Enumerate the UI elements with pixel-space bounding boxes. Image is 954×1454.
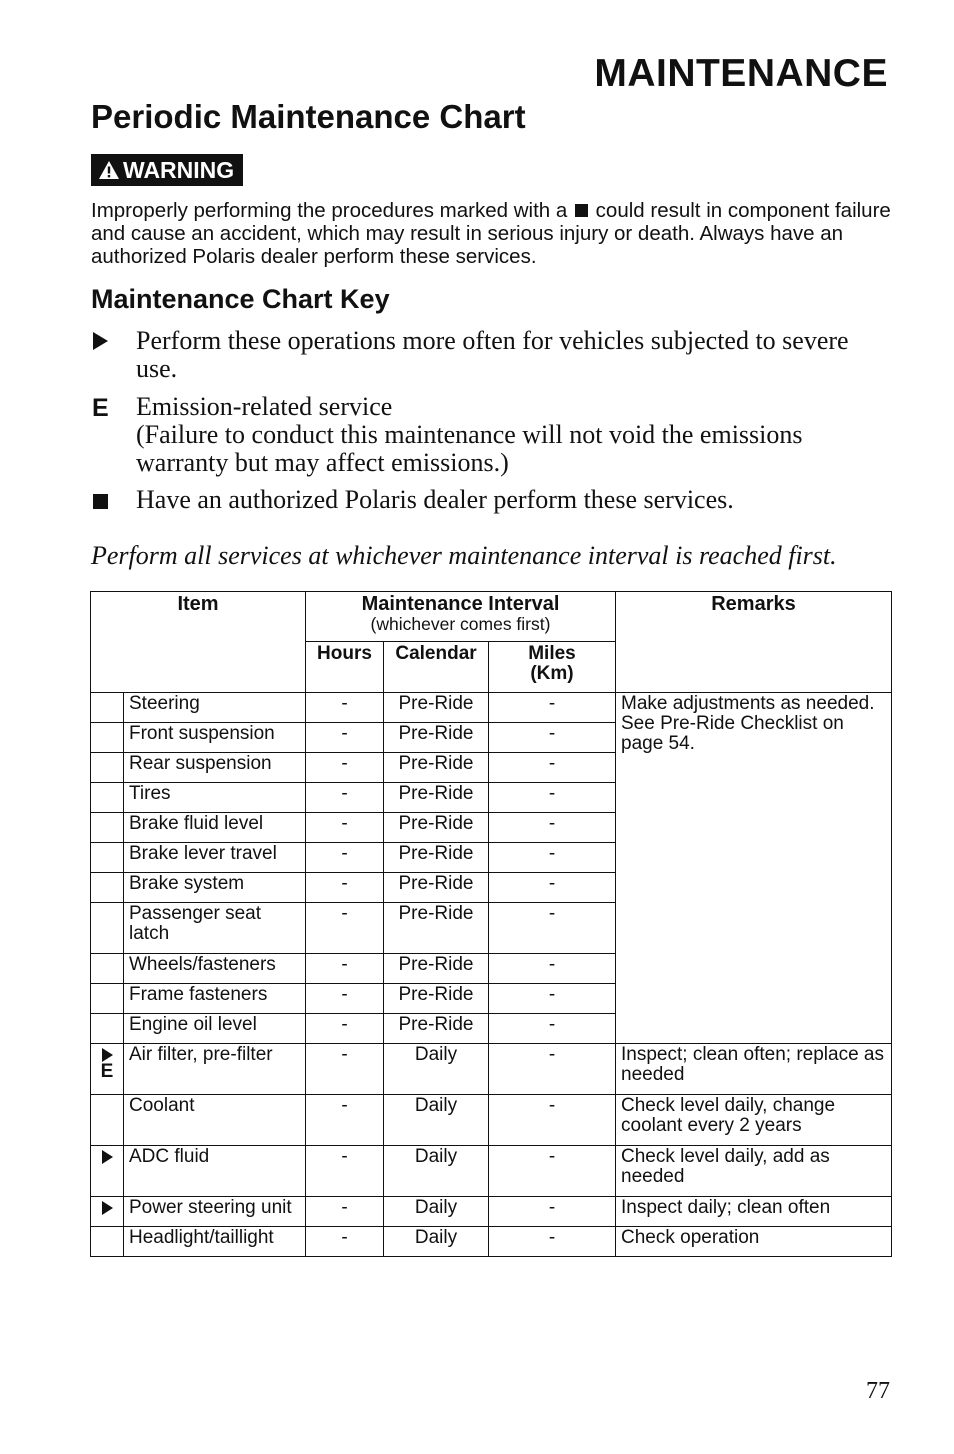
miles-cell: - [489,903,616,954]
miles-cell: - [489,1227,616,1257]
hours-cell: - [306,693,384,723]
dealer-square-icon [91,486,136,514]
page-number: 77 [866,1378,890,1404]
interval-note: Perform all services at whichever maintenance interval is reached first. [91,541,837,570]
miles-cell: - [489,693,616,723]
hours-cell: - [306,1044,384,1095]
table-row [91,1044,892,1095]
item-cell: Coolant [124,1095,306,1146]
miles-cell: - [489,873,616,903]
item-cell: ADC fluid [124,1146,306,1197]
table-row [91,693,892,723]
calendar-cell: Pre-Ride [384,954,489,984]
key-severe-text: Perform these operations more often for vehicles subjected to severe use. [136,326,849,383]
table-row [91,1095,892,1146]
severe-triangle-icon [102,1150,113,1164]
column-header-remarks: Remarks [616,592,892,693]
interval-header-label: Maintenance Interval [361,593,560,615]
calendar-cell: Pre-Ride [384,984,489,1014]
hours-cell: - [306,1197,384,1227]
hours-cell: - [306,954,384,984]
miles-header-unit: (Km) [530,663,574,684]
key-emission-note: (Failure to conduct this maintenance will not void the emissions warranty but may affect emissions.) [136,420,803,477]
calendar-cell: Pre-Ride [384,783,489,813]
remarks-cell: Inspect; clean often; replace as needed [616,1044,892,1095]
key-item-severe [91,327,891,383]
calendar-cell: Pre-Ride [384,1014,489,1044]
hours-cell: - [306,723,384,753]
item-cell: Front suspension [124,723,306,753]
miles-cell: - [489,813,616,843]
section-title: MAINTENANCE [594,52,888,95]
miles-cell: - [489,1044,616,1095]
hours-cell: - [306,1146,384,1197]
warning-text-end: could result in component failure and cause an accident, which may result in serious injury or death. Always have an authorized Polaris dealer perform these services. [91,199,891,268]
calendar-cell: Daily [384,1197,489,1227]
miles-header-label: Miles [528,643,576,664]
hours-cell: - [306,843,384,873]
hours-cell: - [306,813,384,843]
calendar-cell: Pre-Ride [384,693,489,723]
hours-cell: - [306,1227,384,1257]
item-cell: Power steering unit [124,1197,306,1227]
miles-cell: - [489,1146,616,1197]
calendar-cell: Pre-Ride [384,813,489,843]
remarks-cell-preride: Make adjustments as needed. See Pre-Ride Checklist on page 54. [616,693,892,1044]
emission-e-icon: E [92,394,109,422]
hours-cell: - [306,873,384,903]
item-cell: Brake lever travel [124,843,306,873]
table-row [91,1197,892,1227]
calendar-cell: Pre-Ride [384,723,489,753]
page-title: Periodic Maintenance Chart [91,98,526,135]
severe-triangle-icon [102,1201,113,1215]
column-header-interval [306,592,616,642]
hours-cell: - [306,903,384,954]
calendar-cell: Daily [384,1146,489,1197]
miles-cell: - [489,723,616,753]
column-header-calendar: Calendar [384,642,489,693]
warning-text [91,199,891,268]
maintenance-table [90,591,892,1257]
calendar-cell: Daily [384,1044,489,1095]
item-cell: Steering [124,693,306,723]
calendar-cell: Daily [384,1227,489,1257]
item-cell: Headlight/taillight [124,1227,306,1257]
key-dealer-text: Have an authorized Polaris dealer perform these services. [136,485,734,514]
item-cell: Air filter, pre-filter [124,1044,306,1095]
warning-label: WARNING [123,156,235,183]
item-cell: Wheels/fasteners [124,954,306,984]
severe-triangle-icon [102,1048,113,1062]
miles-cell: - [489,1197,616,1227]
key-emission-text: Emission-related service [136,392,393,421]
item-cell: Rear suspension [124,753,306,783]
item-cell: Brake system [124,873,306,903]
column-header-hours: Hours [306,642,384,693]
hours-cell: - [306,753,384,783]
calendar-cell: Pre-Ride [384,843,489,873]
key-item-emission [91,393,891,477]
hours-cell: - [306,984,384,1014]
miles-cell: - [489,843,616,873]
miles-cell: - [489,984,616,1014]
calendar-cell: Daily [384,1095,489,1146]
miles-cell: - [489,753,616,783]
miles-cell: - [489,954,616,984]
remarks-cell: Check level daily, change coolant every 2 years [616,1095,892,1146]
severe-triangle-icon [91,327,136,383]
key-title: Maintenance Chart Key [91,284,390,314]
emission-e-icon: E [100,1061,114,1082]
column-header-item: Item [91,592,306,693]
item-cell: Frame fasteners [124,984,306,1014]
table-row [91,1146,892,1197]
miles-cell: - [489,1014,616,1044]
remarks-cell: Check level daily, add as needed [616,1146,892,1197]
calendar-cell: Pre-Ride [384,903,489,954]
hours-cell: - [306,1014,384,1044]
table-row [91,1227,892,1257]
hours-cell: - [306,783,384,813]
remarks-cell: Check operation [616,1227,892,1257]
calendar-cell: Pre-Ride [384,873,489,903]
warning-badge [91,154,243,186]
interval-header-note: (whichever comes first) [370,614,551,634]
item-cell: Passenger seat latch [124,903,306,954]
hours-cell: - [306,1095,384,1146]
item-cell: Tires [124,783,306,813]
item-cell: Engine oil level [124,1014,306,1044]
column-header-miles [489,642,616,693]
remarks-cell: Inspect daily; clean often [616,1197,892,1227]
calendar-cell: Pre-Ride [384,753,489,783]
item-cell: Brake fluid level [124,813,306,843]
warning-text-start: Improperly performing the procedures marked with a [91,199,568,222]
miles-cell: - [489,1095,616,1146]
warning-triangle-icon [98,160,120,180]
key-item-dealer [91,486,891,514]
dealer-square-icon [575,204,588,217]
miles-cell: - [489,783,616,813]
